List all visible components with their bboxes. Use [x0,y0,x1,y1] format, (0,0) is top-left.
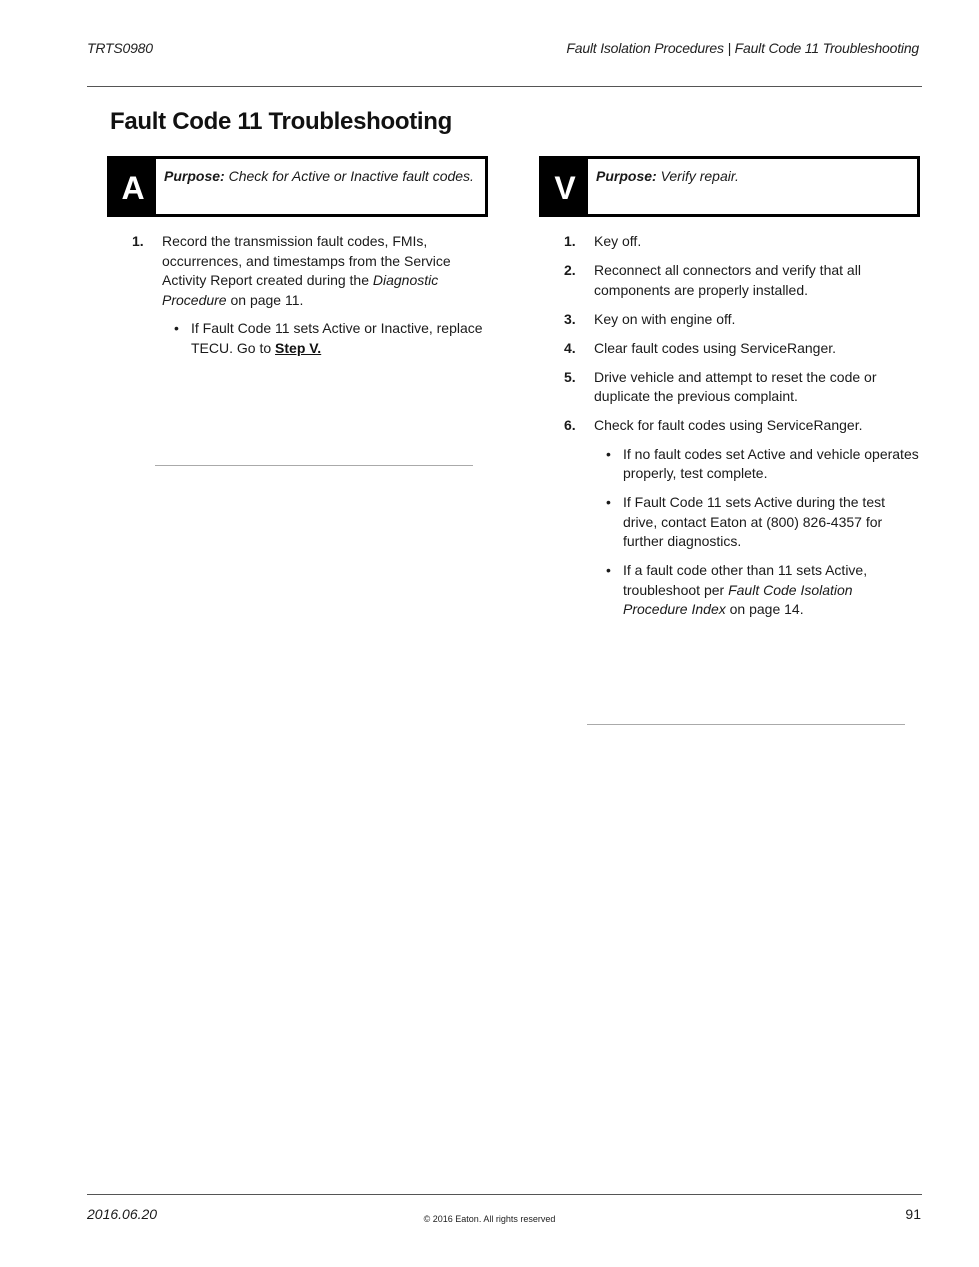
bullet-item [594,445,919,484]
step-text-suffix: on page 11. [226,291,304,308]
step-text: Reconnect all connectors and verify that all components are properly installed. [594,262,861,298]
document-code: TRTS0980 [87,40,153,56]
bullet-text: If Fault Code 11 sets Active or Inactive, replace TECU. Go to [191,320,483,356]
bullet-item [594,561,919,620]
step-text: Record the transmission fault codes, FMIs, occurrences, and timestamps from the Service Activity Report created during the [162,233,451,288]
step-number: 5. [564,368,576,385]
step-a-purpose [164,168,474,184]
step-v-header [539,156,920,217]
bullet-text: If no fault codes set Active and vehicle operates properly, test complete. [623,445,919,481]
step-v-purpose-text: Verify repair. [656,168,739,184]
step-v-bullets [594,445,919,620]
step-v-purpose [596,168,739,184]
procedure-reference: Diagnostic Procedure [162,272,439,308]
step-number: 4. [564,339,576,356]
step-v-item-5 [554,368,919,407]
step-a-purpose-label: Purpose: [164,168,225,184]
step-a-instructions [122,232,487,368]
step-v-instructions [554,232,919,629]
step-text: Check for fault codes using ServiceRanger. [594,417,863,433]
bullet-icon: • [606,445,611,462]
step-text: Key off. [594,233,642,249]
step-number: 6. [564,417,576,433]
step-number: 1. [132,233,144,249]
step-a-letter: A [110,159,156,214]
step-text: Drive vehicle and attempt to reset the code or duplicate the previous complaint. [594,368,877,404]
step-number: 3. [564,310,576,327]
procedure-reference: Fault Code Isolation Procedure Index [623,581,853,617]
bullet-text: If Fault Code 11 sets Active during the test drive, contact Eaton at (800) 826-4357 for further diagnostics. [623,494,885,549]
step-v-item-2 [554,261,919,300]
bullet-item [594,493,919,552]
step-text: Key on with engine off. [594,310,736,327]
page-title: Fault Code 11 Troubleshooting [110,108,452,135]
step-number: 2. [564,262,576,278]
step-v-letter: V [542,159,588,214]
footer-divider [87,1194,922,1195]
bullet-text-suffix: on page 14. [725,601,804,617]
step-v-item-6 [554,416,919,620]
page-number: 91 [905,1206,921,1222]
bullet-icon: • [606,494,611,510]
step-a-item-1 [122,232,487,358]
step-a-purpose-text: Check for Active or Inactive fault codes. [224,168,474,184]
step-text: Clear fault codes using ServiceRanger. [594,339,837,356]
step-number: 1. [564,233,576,249]
section-header: Fault Isolation Procedures | Fault Code 11 Troubleshooting [566,40,919,56]
bullet-item [162,319,487,358]
footer-date: 2016.06.20 [87,1206,158,1222]
header-divider [87,86,922,87]
step-v-item-3 [554,310,919,330]
step-a-end-divider [155,465,473,466]
footer-copyright: © 2016 Eaton. All rights reserved [423,1214,556,1224]
step-a-bullets [162,319,487,358]
step-v-end-divider [587,724,905,725]
step-v-link[interactable]: Step V. [275,339,322,356]
bullet-icon: • [606,562,611,578]
bullet-text: If a fault code other than 11 sets Active, troubleshoot per [623,562,868,598]
bullet-icon: • [174,320,179,336]
step-v-item-4 [554,339,919,359]
step-v-purpose-label: Purpose: [596,168,657,184]
step-v-item-1 [554,232,919,252]
step-a-header [107,156,488,217]
